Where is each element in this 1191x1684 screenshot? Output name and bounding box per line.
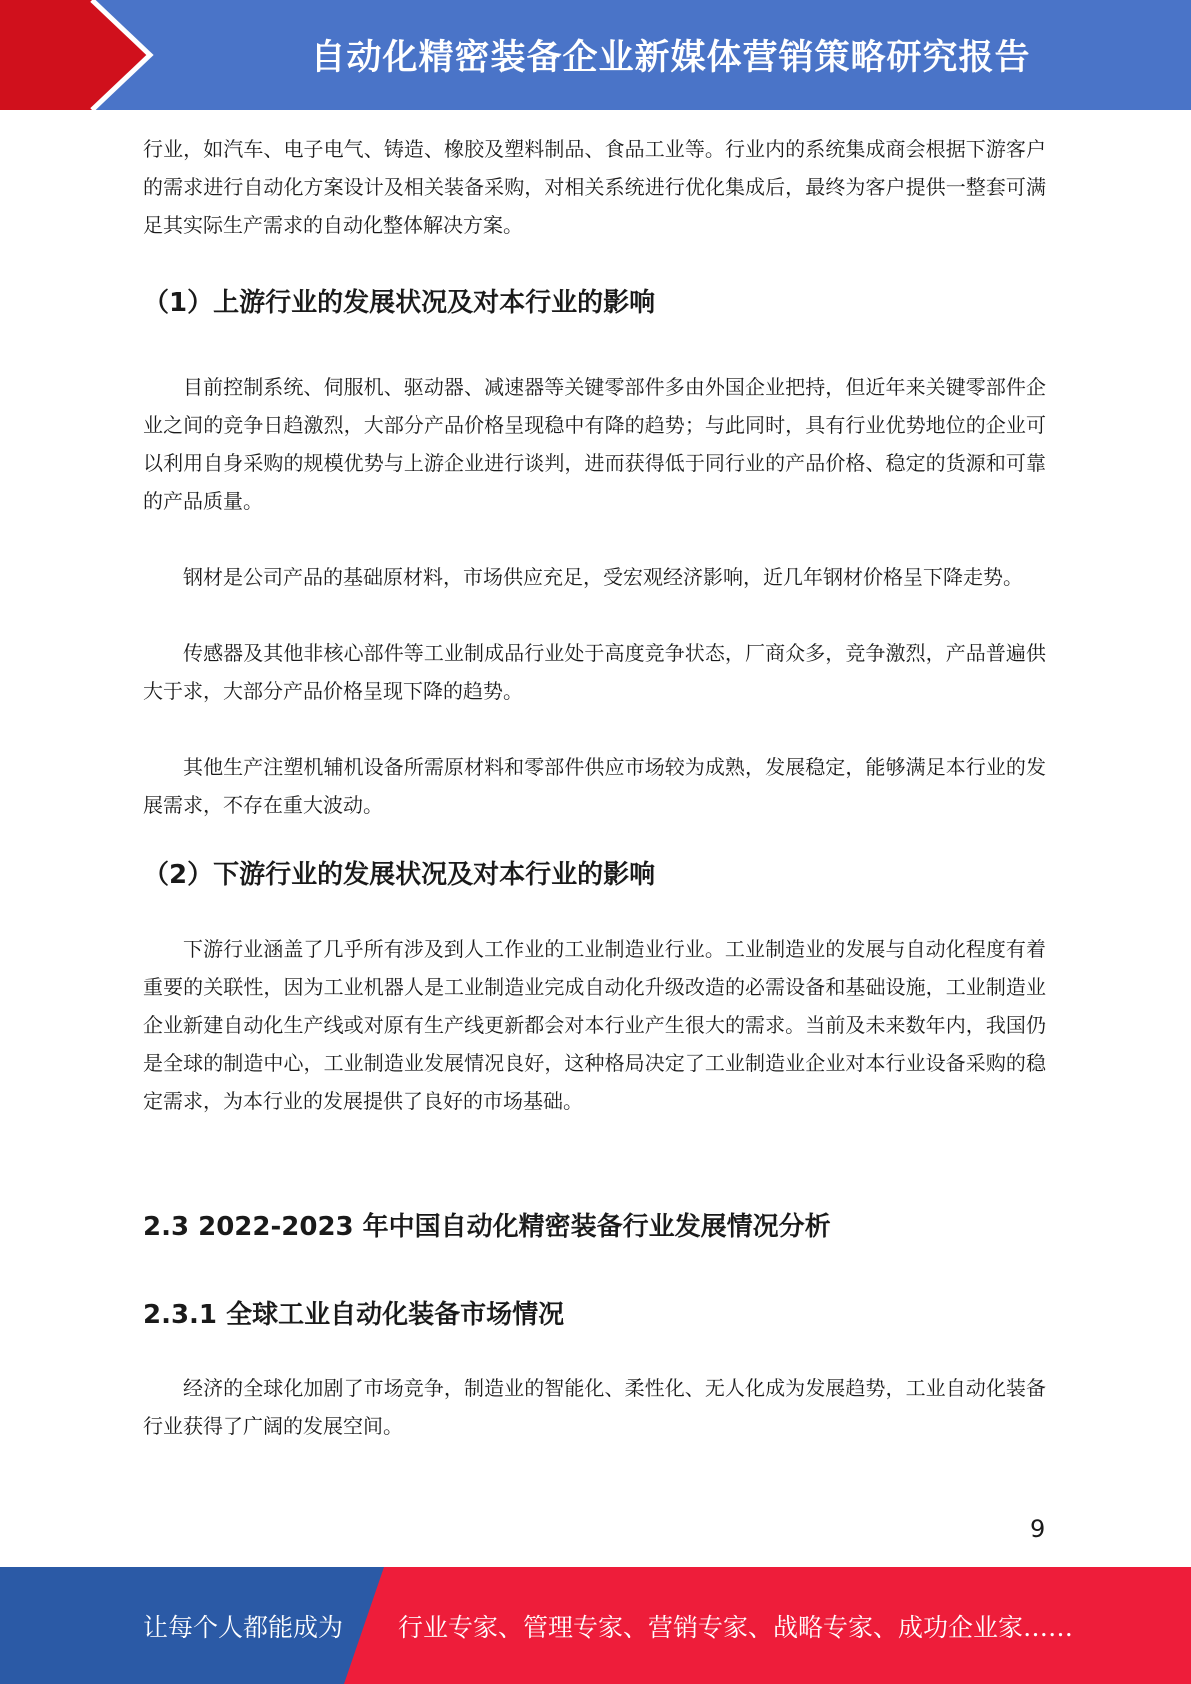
- heading-downstream-industry: （2）下游行业的发展状况及对本行业的影响: [143, 860, 656, 890]
- heading-upstream-industry: （1）上游行业的发展状况及对本行业的影响: [143, 288, 656, 318]
- heading-section-2-3-1: 2.3.1 全球工业自动化装备市场情况: [143, 1300, 565, 1330]
- paragraph-steel: 钢材是公司产品的基础原材料，市场供应充足，受宏观经济影响，近几年钢材价格呈下降走势。: [183, 565, 1023, 589]
- paragraph-industry-continued: 行业，如汽车、电子电气、铸造、橡胶及塑料制品、食品工业等。行业内的系统集成商会根据下游客户的需求进行自动化方案设计及相关装备采购，对相关系统进行优化集成后，最终为客户提供一整套可满足其实际生产需求的自动化整体解决方案。: [143, 137, 1046, 237]
- paragraph-downstream: 下游行业涵盖了几乎所有涉及到人工作业的工业制造业行业。工业制造业的发展与自动化程度有着重要的关联性，因为工业机器人是工业制造业完成自动化升级改造的必需设备和基础设施，工业制造业企业新建自动化生产线或对原有生产线更新都会对本行业产生很大的需求。当前及未来数年内，我国仍是全球的制造中心，工业制造业发展情况良好，这种格局决定了工业制造业企业对本行业设备采购的稳定需求，为本行业的发展提供了良好的市场基础。: [143, 937, 1046, 1113]
- paragraph-sensors: 传感器及其他非核心部件等工业制成品行业处于高度竞争状态，厂商众多，竞争激烈，产品普遍供大于求，大部分产品价格呈现下降的趋势。: [143, 641, 1046, 703]
- footer-slogan-right: 行业专家、管理专家、营销专家、战略专家、成功企业家……: [398, 1612, 1074, 1642]
- heading-section-2-3: 2.3 2022-2023 年中国自动化精密装备行业发展情况分析: [143, 1212, 831, 1242]
- header-title: 自动化精密装备企业新媒体营销策略研究报告: [310, 38, 1031, 78]
- paragraph-auxiliary-equipment: 其他生产注塑机辅机设备所需原材料和零部件供应市场较为成熟，发展稳定，能够满足本行业的发展需求，不存在重大波动。: [143, 755, 1046, 817]
- paragraph-key-components: 目前控制系统、伺服机、驱动器、减速器等关键零部件多由外国企业把持，但近年来关键零部件企业之间的竞争日趋激烈，大部分产品价格呈现稳中有降的趋势；与此同时，具有行业优势地位的企业可以利用自身采购的规模优势与上游企业进行谈判，进而获得低于同行业的产品价格、稳定的货源和可靠的产品质量。: [143, 375, 1046, 513]
- footer-slogan-left: 让每个人都能成为: [143, 1612, 344, 1642]
- page-number: 9: [1030, 1515, 1046, 1543]
- paragraph-global-market: 经济的全球化加剧了市场竞争，制造业的智能化、柔性化、无人化成为发展趋势，工业自动化装备行业获得了广阔的发展空间。: [143, 1376, 1046, 1438]
- report-body: [143, 130, 1046, 1445]
- header-red-chevron: [0, 0, 160, 110]
- footer-banner: [0, 1567, 1191, 1684]
